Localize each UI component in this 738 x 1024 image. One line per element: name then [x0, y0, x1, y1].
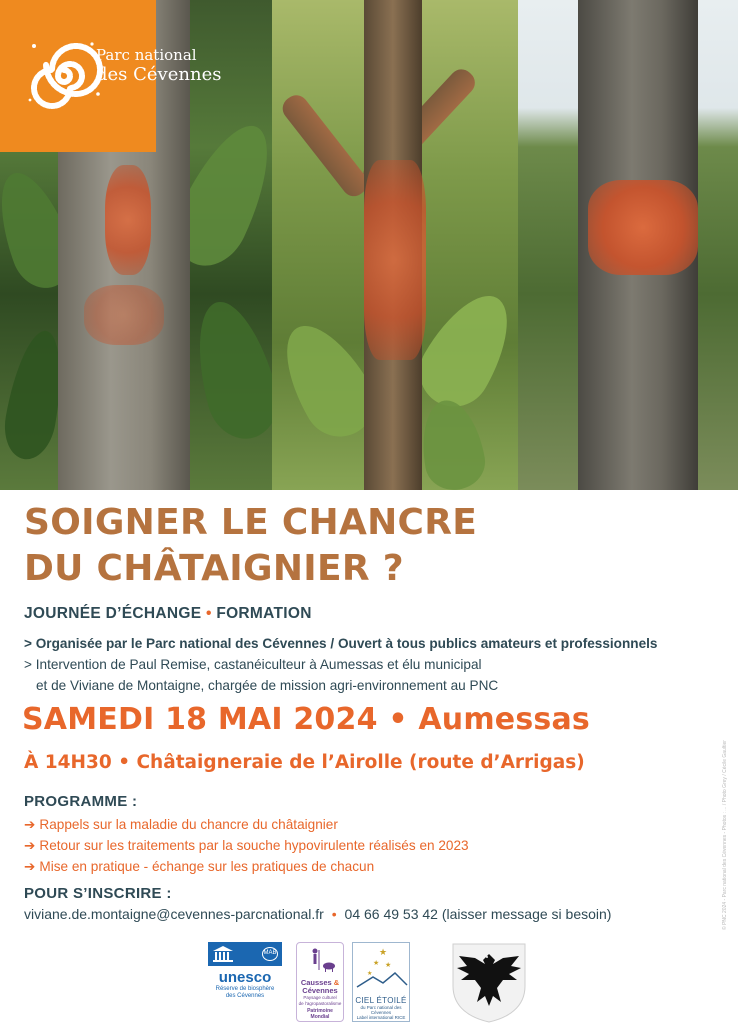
aumessas-crest-logo [447, 940, 531, 1024]
svg-text:★: ★ [385, 962, 392, 969]
event-time-separator: • [118, 752, 131, 773]
ciel-sub-1: du Parc national des Cévennes [360, 1005, 402, 1015]
causses-pm-2: Mondial [310, 1014, 330, 1020]
event-date-line [22, 702, 590, 737]
unesco-sub-1: Réserve de biosphère [215, 986, 275, 992]
causses-title-2: Cévennes [302, 986, 338, 995]
event-info [24, 633, 657, 696]
programme-item [24, 814, 469, 835]
info-line-2-text: Intervention de Paul Remise, castanéiculteur à Aumessas et élu municipal [35, 657, 482, 672]
info-line-2-prefix: > [24, 657, 32, 672]
contact-note: (laisser message si besoin) [441, 906, 612, 922]
subtitle-part-2: FORMATION [216, 605, 312, 622]
causses-sub-2: de l’agropastoralisme [298, 1000, 342, 1006]
subtitle-part-1: JOURNÉE D’ÉCHANGE [24, 605, 202, 622]
title-line-2: DU CHÂTAIGNIER ? [24, 548, 404, 589]
photo-trunk-middle [272, 0, 518, 490]
subtitle [24, 605, 312, 623]
info-line-2 [24, 654, 657, 675]
page-title [24, 500, 477, 592]
parc-national-logo [0, 0, 222, 152]
causses-pm-1: Patrimoine [307, 1008, 333, 1014]
photo-credit: © PNC 2024 - Parc national des Cévennes - Photos : ... / Photo Grey / Cécile Gaultier [722, 740, 728, 930]
event-location: Châtaigneraie de l’Airolle (route d’Arrigas) [136, 752, 585, 773]
spiral-icon [22, 34, 106, 118]
programme-item [24, 835, 469, 856]
ciel-etoile-logo [352, 942, 410, 1022]
photo-trunk-right [518, 0, 738, 490]
logo-line-2: des Cévennes [96, 64, 222, 85]
programme-list [24, 814, 469, 877]
eagle-crest-icon [447, 940, 531, 1024]
registration-contact [24, 906, 611, 922]
info-line-3: et de Viviane de Montaigne, chargée de mission agri-environnement au PNC [36, 678, 499, 693]
shepherd-icon [301, 946, 341, 974]
logo-text [96, 46, 221, 84]
svg-text:★: ★ [379, 947, 388, 957]
causses-title-1: Causses [300, 978, 332, 987]
registration-heading: POUR S’INSCRIRE : [24, 885, 172, 902]
ciel-sub-2: Label international RICE [356, 1015, 406, 1020]
programme-heading: PROGRAMME : [24, 793, 138, 810]
event-time: À 14H30 [24, 752, 112, 773]
event-date: SAMEDI 18 MAI 2024 [22, 702, 378, 737]
stars-icon [353, 943, 411, 991]
programme-item-text: Mise en pratique - échange sur les pratiques de chacun [39, 859, 375, 874]
ciel-title: CIEL ÉTOILÉ [355, 996, 407, 1005]
event-date-separator: • [388, 702, 408, 737]
svg-text:★: ★ [367, 971, 373, 977]
subtitle-separator: • [205, 605, 212, 622]
svg-text:★: ★ [373, 960, 380, 967]
title-line-1: SOIGNER LE CHANCRE [24, 502, 478, 543]
contact-phone[interactable]: 04 66 49 53 42 [344, 906, 438, 922]
temple-icon [212, 945, 234, 963]
event-place: Aumessas [418, 702, 590, 737]
mab-badge: MAB [262, 947, 278, 961]
unesco-name: unesco [218, 969, 272, 986]
programme-item-text: Retour sur les traitements par la souche hypovirulente réalisés en 2023 [39, 838, 469, 853]
arrow-right-icon: ➔ [24, 838, 36, 853]
causses-sub-1: Paysage culturel [303, 995, 337, 1000]
contact-separator: • [331, 906, 337, 922]
causses-cevennes-logo [296, 942, 344, 1022]
arrow-right-icon: ➔ [24, 817, 36, 832]
logo-line-1: Parc national [96, 46, 197, 64]
programme-item-text: Rappels sur la maladie du chancre du châtaignier [39, 817, 338, 832]
programme-item [24, 856, 469, 877]
causses-amp: & [333, 978, 340, 987]
arrow-right-icon: ➔ [24, 859, 36, 874]
info-line-1 [24, 633, 657, 654]
unesco-logo [208, 942, 282, 1020]
info-line-1-text: Organisée par le Parc national des Cévennes / Ouvert à tous publics amateurs et professionnels [35, 636, 658, 651]
contact-email-link[interactable]: viviane.de.montaigne@cevennes-parcnational.fr [24, 906, 324, 922]
event-time-line [24, 752, 585, 773]
info-line-1-prefix: > [24, 636, 32, 651]
unesco-sub-2: des Cévennes [225, 993, 265, 999]
